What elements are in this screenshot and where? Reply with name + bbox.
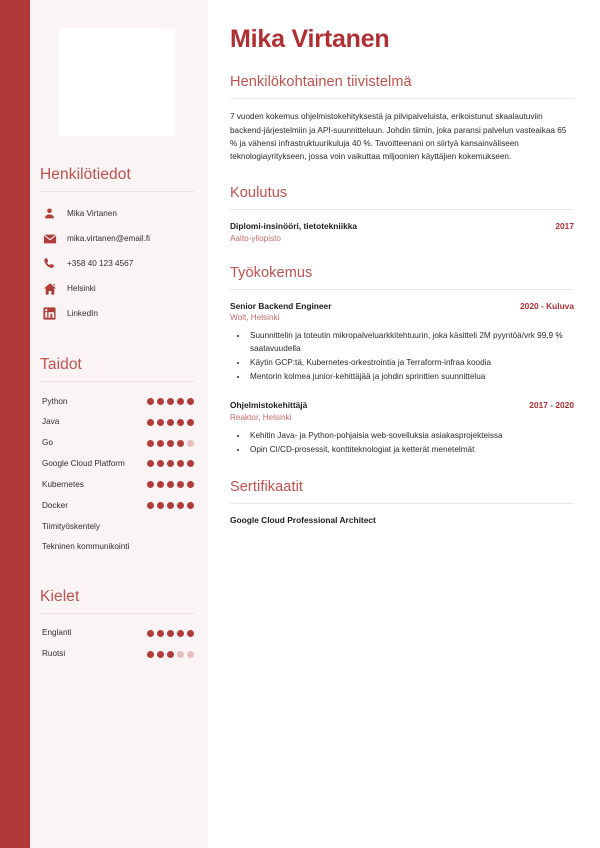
rating-dots (147, 630, 194, 637)
phone-icon (42, 256, 57, 271)
entry (230, 221, 574, 243)
profile-photo-placeholder (59, 28, 175, 136)
skill-name: Google Cloud Platform (42, 459, 125, 469)
rating-dots (147, 651, 194, 658)
contact-row[interactable] (40, 301, 194, 326)
contact-row[interactable] (40, 201, 194, 226)
skill-row (40, 391, 194, 412)
linkedin-icon (42, 306, 57, 321)
rating-dot-filled (157, 419, 164, 426)
rating-dot-filled (147, 502, 154, 509)
entry (230, 301, 574, 384)
entry-bullet: • Opin CI/CD-prosessit, konttiteknologiat ja ketterät menetelmät (248, 444, 574, 457)
entry-bullet: • Kehitin Java- ja Python-pohjaisia web-sovelluksia asiakasprojekteissa (248, 430, 574, 443)
rating-dot-filled (187, 398, 194, 405)
entry-date: 2017 - 2020 (529, 400, 574, 411)
entry-bullet: • Käytin GCP:tä, Kubernetes-orkestrointia ja Terraform-infraa koodia (248, 357, 574, 370)
candidate-name: Mika Virtanen (230, 25, 390, 53)
section-divider-summary (230, 98, 574, 99)
rating-dot-empty (187, 440, 194, 447)
rating-dot-filled (157, 651, 164, 658)
rating-dot-filled (157, 502, 164, 509)
rating-dots (147, 398, 194, 405)
sidebar (30, 0, 208, 848)
rating-dot-filled (167, 481, 174, 488)
skill-name: Englanti (42, 628, 72, 638)
entry-subtitle: Reaktor, Helsinki (230, 412, 292, 422)
skill-row (40, 433, 194, 454)
contact-value: +358 40 123 4567 (67, 258, 134, 268)
rating-dot-filled (147, 651, 154, 658)
rating-dot-filled (167, 651, 174, 658)
skill-row (40, 454, 194, 475)
rating-dots (147, 419, 194, 426)
skill-row (40, 474, 194, 495)
rating-dot-filled (147, 419, 154, 426)
entry-header (230, 515, 574, 525)
rating-dot-filled (167, 440, 174, 447)
entry-bullet: • Mentorin kolmea junior-kehittäjää ja johdin sprinttien suunnittelua (248, 371, 574, 384)
sidebar-divider-contact (40, 191, 194, 192)
contact-value: mika.virtanen@email.fi (67, 233, 150, 243)
sidebar-heading-contact: Henkilötiedot (40, 166, 131, 183)
skill-name: Tiimityöskentely (42, 521, 100, 531)
skill-row (40, 644, 194, 665)
rating-dot-filled (147, 481, 154, 488)
entry (230, 515, 574, 525)
certificates-list (230, 515, 574, 525)
contact-list (40, 201, 194, 326)
contact-value: LinkedIn (67, 308, 98, 318)
skill-name: Java (42, 417, 60, 427)
skill-row (40, 412, 194, 433)
rating-dot-filled (157, 481, 164, 488)
contact-row[interactable] (40, 251, 194, 276)
home-icon (42, 281, 57, 296)
experience-list (230, 301, 574, 457)
rating-dot-filled (147, 440, 154, 447)
skill-name: Kubernetes (42, 479, 84, 489)
entry-header (230, 221, 574, 231)
entry-date: 2020 - Kuluva (520, 300, 574, 311)
rating-dot-filled (157, 630, 164, 637)
sidebar-heading-languages: Kielet (40, 587, 80, 605)
rating-dots (147, 460, 194, 467)
entry-bullet-list (248, 430, 574, 457)
skill-name: Docker (42, 500, 68, 510)
entry-title: Ohjelmistokehittäjä (230, 400, 308, 411)
section-heading-certificates: Sertifikaatit (230, 478, 304, 495)
rating-dot-filled (177, 460, 184, 467)
rating-dot-empty (187, 651, 194, 658)
rating-dot-filled (147, 398, 154, 405)
rating-dot-filled (177, 440, 184, 447)
entry-date: 2017 (555, 221, 574, 232)
skill-name: Python (42, 396, 68, 406)
skill-name: Tekninen kommunikointi (42, 542, 130, 552)
entry-spacer (230, 386, 574, 400)
entry-bullet-list (248, 330, 574, 384)
entry-subtitle: Aalto-yliopisto (230, 233, 281, 243)
rating-dot-filled (157, 398, 164, 405)
rating-dot-filled (177, 398, 184, 405)
rating-dot-empty (177, 651, 184, 658)
entry-bullet: • Suunnittelin ja toteutin mikropalveluarkkitehtuurin, joka käsitteli 2M pyyntöä/vrk 99,9 % saatavuudella (248, 330, 574, 356)
rating-dot-filled (187, 481, 194, 488)
languages-list (40, 623, 194, 665)
sidebar-divider-languages (40, 613, 194, 614)
rating-dot-filled (177, 502, 184, 509)
rating-dots (147, 481, 194, 488)
rating-dot-filled (167, 630, 174, 637)
entry-title: Google Cloud Professional Architect (230, 514, 376, 525)
rating-dot-filled (157, 440, 164, 447)
rating-dots (147, 440, 194, 447)
person-icon (42, 206, 57, 221)
entry-subtitle: Wolt, Helsinki (230, 313, 280, 323)
skill-row (40, 495, 194, 516)
entry-header (230, 301, 574, 311)
sidebar-divider-skills (40, 381, 194, 382)
contact-row[interactable] (40, 226, 194, 251)
entry (230, 400, 574, 456)
left-accent-bar (0, 0, 30, 848)
rating-dot-filled (187, 460, 194, 467)
skill-name: Go (42, 438, 53, 448)
rating-dot-filled (187, 630, 194, 637)
skill-row (40, 623, 194, 644)
section-heading-experience: Työkokemus (230, 264, 313, 281)
rating-dot-filled (177, 481, 184, 488)
section-divider-certificates (230, 503, 574, 504)
envelope-icon (42, 231, 57, 246)
section-divider-experience (230, 289, 574, 290)
rating-dot-filled (147, 630, 154, 637)
rating-dot-filled (167, 502, 174, 509)
rating-dot-filled (167, 419, 174, 426)
section-heading-education: Koulutus (230, 185, 288, 202)
rating-dot-filled (187, 502, 194, 509)
rating-dot-filled (167, 398, 174, 405)
contact-value: Helsinki (67, 283, 96, 293)
skill-name: Ruotsi (42, 649, 66, 659)
main-column (208, 0, 600, 848)
skill-row (40, 516, 194, 537)
summary-text: 7 vuoden kokemus ohjelmistokehityksestä ja pilvipalveluista, erikoistunut skaalautuviin backend-järjestelmiin ja API-suunnitteluun. Johdin tiimin, joka paransi palvelun vasteaikaa 65 % ja vähensi infrastruktuurikuluja 40 %. Tavoitteenani on siirtyä kansainväliseen teknologiayritykseen, jossa voin vaikuttaa miljoonien käyttäjien kokemukseen. (230, 112, 567, 162)
rating-dot-filled (167, 460, 174, 467)
rating-dot-filled (177, 419, 184, 426)
contact-value: Mika Virtanen (67, 208, 117, 218)
education-list (230, 221, 574, 243)
section-heading-summary: Henkilökohtainen tiivistelmä (230, 74, 412, 91)
entry-title: Senior Backend Engineer (230, 300, 332, 311)
sidebar-heading-skills: Taidot (40, 356, 82, 373)
rating-dots (147, 502, 194, 509)
rating-dot-filled (157, 460, 164, 467)
skill-row (40, 537, 194, 558)
entry-title: Diplomi-insinööri, tietotekniikka (230, 221, 358, 232)
entry-header (230, 400, 574, 410)
contact-row[interactable] (40, 276, 194, 301)
rating-dot-filled (177, 630, 184, 637)
section-divider-education (230, 209, 574, 210)
rating-dot-filled (147, 460, 154, 467)
rating-dot-filled (187, 419, 194, 426)
skills-list (40, 391, 194, 558)
